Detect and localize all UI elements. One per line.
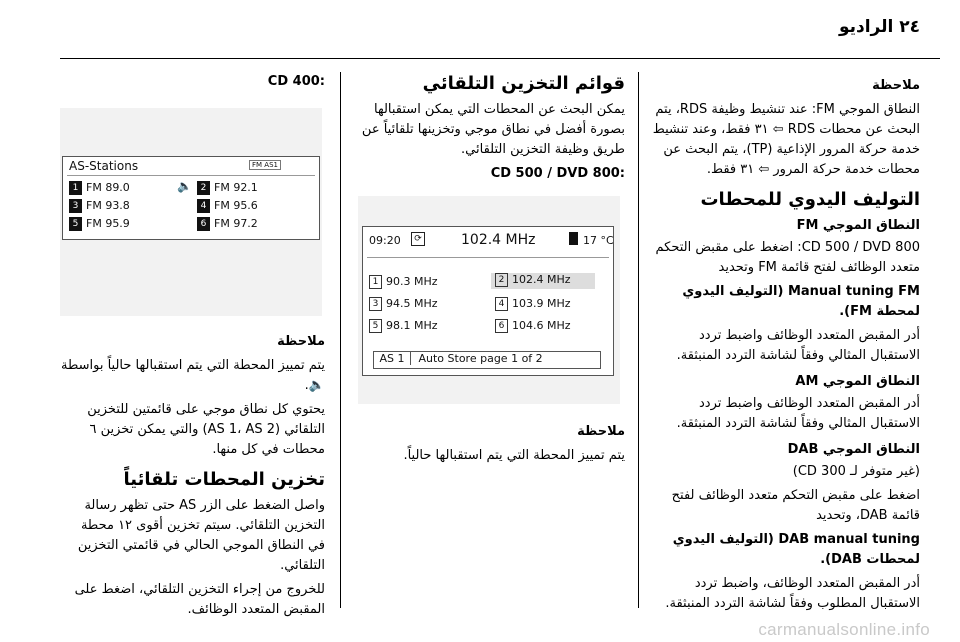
middle-note (350, 418, 625, 470)
fm-paragraph-1: CD 500 / DVD 800: اضغط على مقبض التحكم متعدد الوظائف لفتح قائمة FM وتحديد (655, 240, 920, 275)
dab-title: النطاق الموجي DAB (787, 442, 920, 457)
preset-number: 6 (495, 319, 508, 333)
preset-label: FM 93.8 (86, 199, 130, 212)
preset-label: FM 95.9 (86, 217, 130, 230)
fm-paragraph-3: أدر المقبض المتعدد الوظائف واضبط تردد الاستقبال المثالي وفقاً لشاشة التردد المنبثقة. (676, 328, 920, 363)
cd400-screen-figure (60, 108, 322, 316)
preset-number: 4 (197, 199, 210, 213)
note-text: النطاق الموجي FM: عند تنشيط وظيفة RDS، يتم البحث عن محطات RDS ⇦ ٣١ فقط، وعند تنشيط خدمة حركة المرور الإذاعية (TP)، يتم البحث عن محطات خدمة حركة المرور ⇦ ٣١ فقط. (652, 102, 920, 177)
column-divider (638, 72, 639, 608)
fm-paragraph-2: Manual tuning FM (التوليف اليدوي لمحطة FM). (682, 284, 920, 319)
note-title: ملاحظة (872, 78, 920, 93)
dvd800-display (362, 226, 614, 376)
note-text: يتم تمييز المحطة التي يتم استقبالها حالياً. (403, 448, 625, 463)
watermark: carmanualsonline.info (758, 620, 930, 639)
preset-3[interactable] (369, 297, 438, 311)
preset-label: FM 89.0 (86, 181, 130, 194)
preset-5[interactable] (69, 217, 130, 231)
preset-label: 104.6 MHz (512, 319, 571, 332)
page-title: ٢٤ الراديو (838, 17, 920, 37)
preset-number: 3 (369, 297, 382, 311)
preset-label: FM 92.1 (214, 181, 258, 194)
preset-number: 3 (69, 199, 82, 213)
column-divider (340, 72, 341, 608)
autostore-page-label: Auto Store page 1 of 2 (418, 352, 543, 365)
preset-number: 5 (69, 217, 82, 231)
preset-4[interactable] (495, 297, 571, 311)
dab-paragraph-3: أدر المقبض المتعدد الوظائف، واضبط تردد الاستقبال المطلوب وفقاً لشاشة التردد المنبثقة. (665, 576, 920, 611)
model-label: CD 500 / DVD 800: (490, 166, 625, 181)
note-text: يتم تمييز المحطة التي يتم استقبالها حالياً بواسطة 🔈. (60, 358, 325, 393)
preset-2[interactable] (197, 181, 258, 195)
preset-4[interactable] (197, 199, 258, 213)
cd400-display (62, 156, 320, 240)
preset-label: 98.1 MHz (386, 319, 438, 332)
display-separator (67, 175, 315, 176)
preset-label: 94.5 MHz (386, 297, 438, 310)
preset-6[interactable] (495, 319, 571, 333)
dab-subtitle: (غير متوفر لـ CD 300) (792, 464, 920, 479)
autostore-bar (373, 351, 601, 369)
section-heading: التوليف اليدوي للمحطات (700, 189, 920, 210)
model-label: CD 400: (267, 74, 325, 89)
dab-paragraph-1: اضغط على مقبض التحكم متعدد الوظائف لفتح قائمة DAB، وتحديد (671, 488, 920, 523)
preset-number: 4 (495, 297, 508, 311)
section-heading: قوائم التخزين التلقائي (422, 73, 625, 94)
middle-column (350, 72, 625, 188)
clock: 09:20 (369, 234, 401, 247)
left-column (60, 72, 325, 96)
phone-icon (569, 232, 578, 245)
fm-title: النطاق الموجي FM (796, 218, 920, 233)
left-body (60, 328, 325, 624)
preset-5[interactable] (369, 319, 438, 333)
note-title: ملاحظة (277, 334, 325, 349)
preset-label: FM 95.6 (214, 199, 258, 212)
temperature: 17 °C (583, 234, 614, 247)
intro-paragraph: يمكن البحث عن المحطات التي يمكن استقبالها بصورة أفضل في نطاق موجي وتخزينها تلقائياً عن طريق وظيفة التخزين التلقائي. (361, 102, 625, 157)
note-title: ملاحظة (577, 424, 625, 439)
dab-paragraph-2: DAB manual tuning (التوليف اليدوي لمحطات DAB). (672, 532, 920, 567)
intro-paragraph: يحتوي كل نطاق موجي على قائمتين للتخزين التلقائي (AS 1، AS 2) والتي يمكن تخزين ٦ محطات في كل منها. (87, 402, 325, 457)
preset-1[interactable] (369, 275, 438, 289)
preset-label: FM 97.2 (214, 217, 258, 230)
autostore-list-label: AS 1 (374, 352, 411, 365)
am-title: النطاق الموجي AM (795, 374, 920, 389)
preset-number: 1 (369, 275, 382, 289)
preset-number: 5 (369, 319, 382, 333)
display-title: AS-Stations (69, 159, 139, 173)
display-separator (367, 257, 609, 258)
preset-number: 2 (495, 273, 508, 287)
preset-label: 90.3 MHz (386, 275, 438, 288)
am-paragraph: أدر المقبض المتعدد الوظائف واضبط تردد الاستقبال المثالي وفقاً لشاشة التردد المنبثقة. (676, 396, 920, 431)
preset-number: 1 (69, 181, 82, 195)
preset-2-selected[interactable] (491, 273, 595, 289)
speaker-icon: 🔈 (177, 179, 192, 193)
preset-number: 2 (197, 181, 210, 195)
page-header (0, 0, 960, 60)
refresh-icon: ⟳ (411, 232, 425, 246)
preset-1[interactable] (69, 181, 130, 195)
autostore-paragraph-1: واصل الضغط على الزر AS حتى تظهر رسالة التخزين التلقائي. سيتم تخزين أقوى ١٢ محطة في النطاق الموجي الحالي في قائمتي التخزين التلقائي. (77, 498, 325, 573)
preset-6[interactable] (197, 217, 258, 231)
dvd800-screen-figure (358, 196, 620, 404)
preset-number: 6 (197, 217, 210, 231)
right-column (650, 72, 920, 618)
frequency-display: 102.4 MHz (461, 232, 536, 248)
preset-label: 102.4 MHz (512, 273, 571, 286)
footer (0, 620, 960, 642)
preset-3[interactable] (69, 199, 130, 213)
section-heading: تخزين المحطات تلقائياً (123, 469, 325, 490)
preset-label: 103.9 MHz (512, 297, 571, 310)
autostore-paragraph-2: للخروج من إجراء التخزين التلقائي، اضغط على المقبض المتعدد الوظائف. (74, 582, 325, 617)
header-rule (60, 58, 940, 59)
band-tag: FM AS1 (249, 160, 281, 170)
